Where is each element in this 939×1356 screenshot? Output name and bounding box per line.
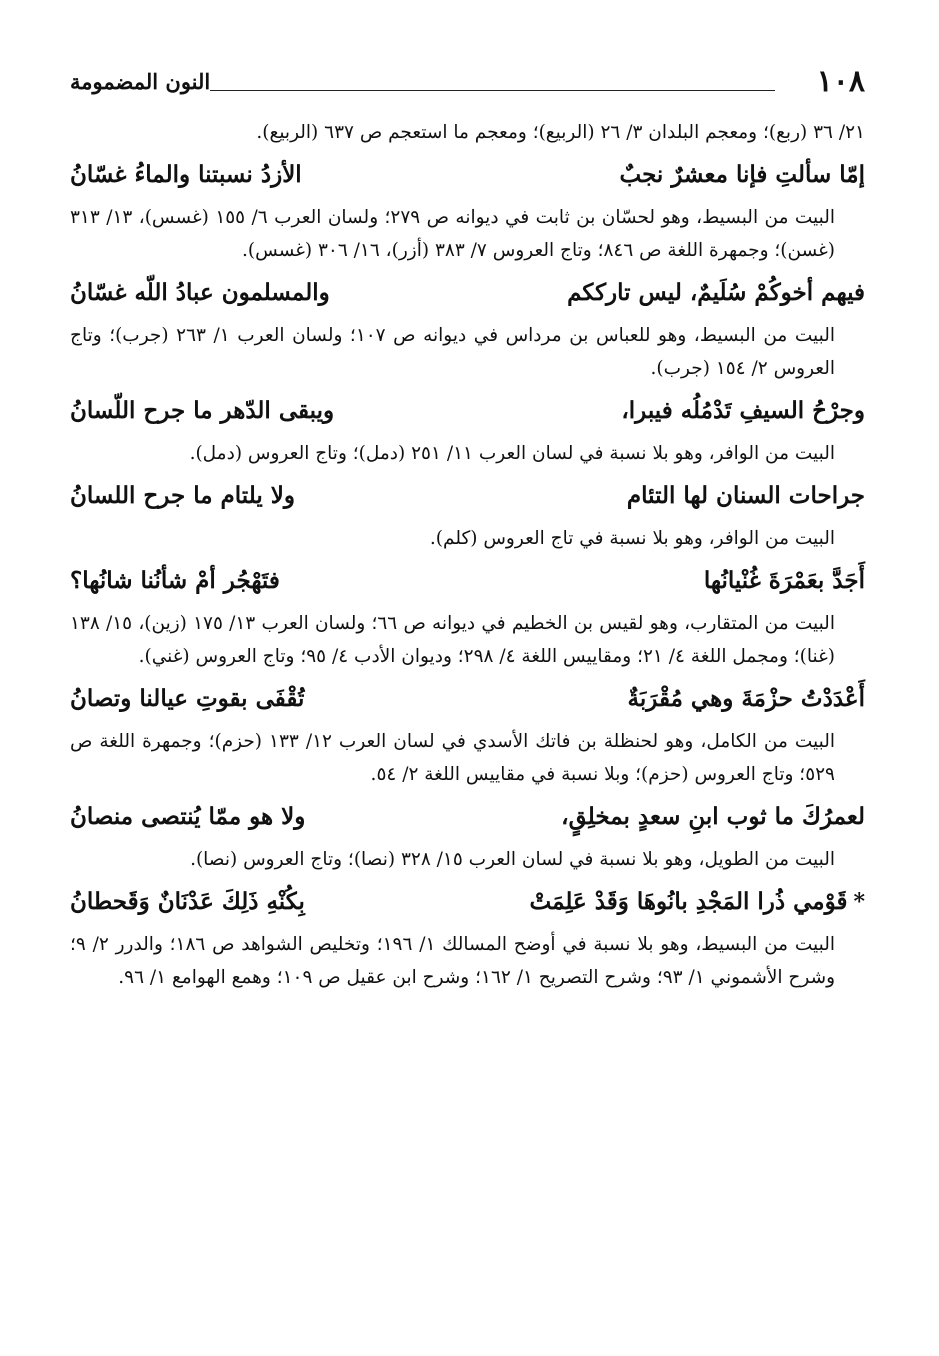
verse-line (70, 675, 865, 723)
citation-note: البيت من البسيط، وهو بلا نسبة في أوضح المسالك ١/ ١٩٦؛ وتخليص الشواهد ص ١٨٦؛ والدرر ٢/ ٩؛ وشرح الأشموني ١/ ٩٣؛ وشرح التصريح ١/ ١٦٢؛ وشرح ابن عقيل ص ١٠٩؛ وهمع الهوامع ١/ ٩٦. (70, 934, 835, 988)
verse-first-hemistich: فيهم أخوكُمْ سُلَيمٌ، ليس تارككم (567, 279, 865, 306)
verse-first-hemistich: جراحات السنان لها التئام (626, 482, 865, 509)
citation-note: البيت من البسيط، وهو للعباس بن مرداس في ديوانه ص ١٠٧؛ ولسان العرب ١/ ٢٦٣ (جرب)؛ وتاج العروس ٢/ ١٥٤ (جرب). (70, 325, 835, 379)
header-rule (210, 90, 775, 91)
continuation-note: ٢١/ ٣٦ (ربع)؛ ومعجم البلدان ٣/ ٢٦ (الربيع)؛ ومعجم ما استعجم ص ٦٣٧ (الربيع). (256, 122, 865, 143)
citation-note: البيت من الكامل، وهو لحنظلة بن فاتك الأسدي في لسان العرب ١٢/ ١٣٣ (حزم)؛ وجمهرة اللغة ص ٥٢٩؛ وتاج العروس (حزم)؛ وبلا نسبة في مقاييس اللغة ٢/ ٥٤. (70, 731, 835, 785)
verse-line (70, 387, 865, 435)
verse-line (70, 269, 865, 317)
verse-line (70, 151, 865, 199)
citation-note: البيت من البسيط، وهو لحسّان بن ثابت في ديوانه ص ٢٧٩؛ ولسان العرب ٦/ ١٥٥ (غسس)، ١٣/ ٣١٣ (غسن)؛ وجمهرة اللغة ص ٨٤٦؛ وتاج العروس ٧/ ٣٨٣ (أزر)، ١٦/ ٣٠٦ (غسس). (70, 207, 835, 261)
citation-note: البيت من الوافر، وهو بلا نسبة في لسان العرب ١١/ ٢٥١ (دمل)؛ وتاج العروس (دمل). (189, 443, 835, 464)
verse-line (70, 472, 865, 520)
verse-first-hemistich: لعمرُكَ ما ثوب ابنِ سعدٍ بمخلِقٍ، (561, 803, 865, 830)
citation-note: البيت من الوافر، وهو بلا نسبة في تاج العروس (كلم). (429, 528, 835, 549)
verse-second-hemistich: ويبقى الدّهر ما جرح اللّسانُ (70, 397, 335, 424)
asterisk-marker: * (853, 889, 865, 915)
verse-second-hemistich: بِكُنْهِ ذَلِكَ عَدْنَانٌ وَقَحطانُ (70, 888, 305, 915)
verse-first-hemistich (530, 878, 866, 926)
verse-line (70, 878, 865, 926)
verse-first-hemistich: أَجَدَّ بعَمْرَةَ غُنْيانُها (703, 567, 865, 594)
verse-second-hemistich: والمسلمون عبادُ اللّه غسّانُ (70, 279, 330, 306)
book-page (70, 0, 865, 1356)
verse-first-hemistich-text: قَوْمي ذُرا المَجْدِ بانُوهَا وَقَدْ عَلِمَتْ (529, 888, 848, 915)
verse-line (70, 557, 865, 605)
citation-note: البيت من المتقارب، وهو لقيس بن الخطيم في ديوانه ص ٦٦؛ ولسان العرب ١٣/ ١٧٥ (زين)، ١٥/ ١٣٨ (غنا)؛ ومجمل اللغة ٤/ ٢١؛ ومقاييس اللغة ٤/ ٢٩٨؛ وديوان الأدب ٤/ ٩٥؛ وتاج العروس (غني). (70, 613, 835, 667)
verse-first-hemistich: وجرْحُ السيفِ تَدْمُلُه فيبرا، (621, 397, 865, 424)
verse-second-hemistich: تُقْفَى بقوتِ عيالنا وتصانُ (70, 685, 305, 712)
citation-note: البيت من الطويل، وهو بلا نسبة في لسان العرب ١٥/ ٣٢٨ (نصا)؛ وتاج العروس (نصا). (190, 849, 835, 870)
page-number: ١٠٨ (816, 64, 865, 99)
verse-second-hemistich: ولا يلتام ما جرح اللسانُ (70, 482, 295, 509)
verse-first-hemistich: أَعْدَدْتُ حزْمَةَ وهي مُقْرَبَةٌ (627, 685, 865, 712)
verse-second-hemistich: ولا هو ممّا يُنتصى منصانُ (70, 803, 306, 830)
running-title: النون المضمومة (70, 69, 211, 94)
verse-first-hemistich: إمّا سألتِ فإنا معشرٌ نجبٌ (619, 161, 865, 188)
page-header (70, 62, 865, 102)
verse-second-hemistich: فتَهْجُر أمْ شأنُنا شانُها؟ (70, 567, 280, 594)
verse-second-hemistich: الأزدُ نسبتنا والماءُ غسّانُ (70, 161, 302, 188)
verse-line (70, 793, 865, 841)
page-content (70, 116, 865, 994)
